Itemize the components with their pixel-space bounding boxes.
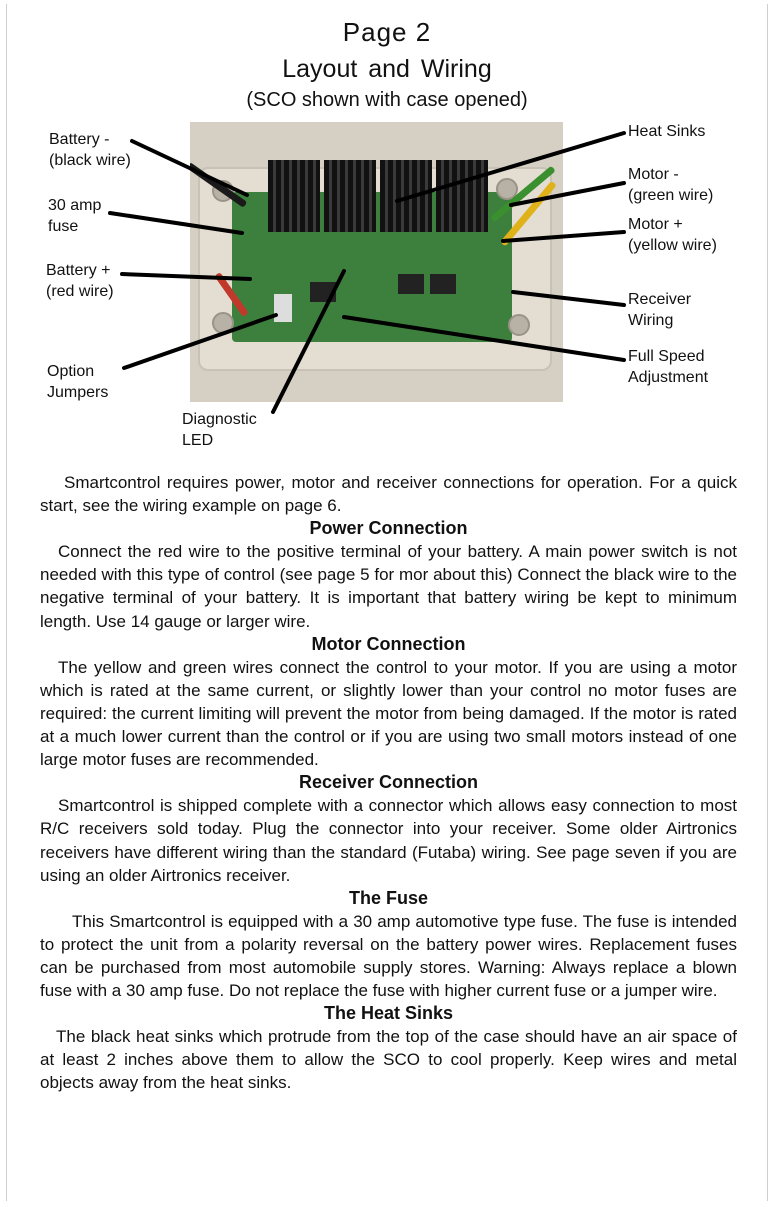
- label-full-speed: Full Speed Adjustment: [628, 348, 709, 386]
- label-battery-neg: Battery - (black wire): [49, 131, 131, 169]
- paragraph-intro: Smartcontrol requires power, motor and receiver connections for operation. For a quick start, see the wiring example on page 6.: [40, 473, 737, 516]
- label-motor-neg: Motor - (green wire): [628, 166, 714, 204]
- label-battery-pos: Battery + (red wire): [46, 262, 114, 300]
- controller-photo: [190, 122, 563, 402]
- body-text: [40, 471, 737, 1095]
- page-number: Page 2: [342, 17, 432, 47]
- heat-sink-4: [436, 160, 488, 232]
- heading-receiver: Receiver Connection: [298, 772, 479, 793]
- heading-heat-sinks: The Heat Sinks: [323, 1003, 454, 1024]
- chip: [310, 282, 336, 302]
- label-diagnostic-led: Diagnostic LED: [182, 411, 257, 449]
- option-jumper-block: [274, 294, 292, 322]
- label-receiver-wiring: Receiver Wiring: [628, 291, 692, 329]
- chip: [398, 274, 424, 294]
- page-title: Layout and Wiring: [282, 55, 492, 83]
- paragraph-motor: The yellow and green wires connect the control to your motor. If you are using a motor which is rated at the same current, or slightly lower than your control no motor fuses are required: the current limiting will prevent the motor from being damaged. If the motor is rated at a much lower current than the control or if you are using two small motors instead of one large motor fuses are recommended.: [40, 657, 737, 770]
- paragraph-power: Connect the red wire to the positive terminal of your battery. A main power switch is not needed with this type of control (see page 5 for mor about this) Connect the black wire to the negative terminal of your battery. It is important that battery wiring be kept to minimum length. Use 14 gauge or larger wire.: [40, 542, 737, 631]
- heading-motor: Motor Connection: [311, 633, 466, 654]
- label-fuse: 30 amp fuse: [48, 197, 102, 235]
- label-motor-pos: Motor + (yellow wire): [628, 216, 717, 254]
- screw: [508, 314, 530, 336]
- label-heat-sinks: Heat Sinks: [628, 123, 706, 140]
- heading-fuse: The Fuse: [348, 887, 428, 908]
- label-option-jumpers: Option Jumpers: [47, 363, 109, 401]
- chip: [430, 274, 456, 294]
- heading-power: Power Connection: [309, 518, 468, 539]
- heat-sink-2: [324, 160, 376, 232]
- paragraph-receiver: Smartcontrol is shipped complete with a connector which allows easy connection to most R/C receivers sold today. Plug the connector into your receiver. Some older Airtronics receivers have different wiring than the standard (Futaba) wiring. See page seven if you are using an older Airtronics receiver.: [40, 796, 737, 885]
- page-subtitle: (SCO shown with case opened): [246, 89, 528, 111]
- screw: [212, 312, 234, 334]
- paragraph-fuse: This Smartcontrol is equipped with a 30 amp automotive type fuse. The fuse is intended to protect the unit from a polarity reversal on the battery power wires. Replacement fuses can be purchased from most automobile supply stores. Warning: Always replace a blown fuse with a 30 amp fuse. Do not replace the fuse with higher current fuse or a jumper wire.: [40, 911, 737, 1001]
- heat-sink-3: [380, 160, 432, 232]
- paragraph-heat-sinks: The black heat sinks which protrude from the top of the case should have an air space of at least 2 inches above them to allow the SCO to cool properly. Keep wires and metal objects away from the heat sinks.: [40, 1027, 737, 1093]
- heat-sink-1: [268, 160, 320, 232]
